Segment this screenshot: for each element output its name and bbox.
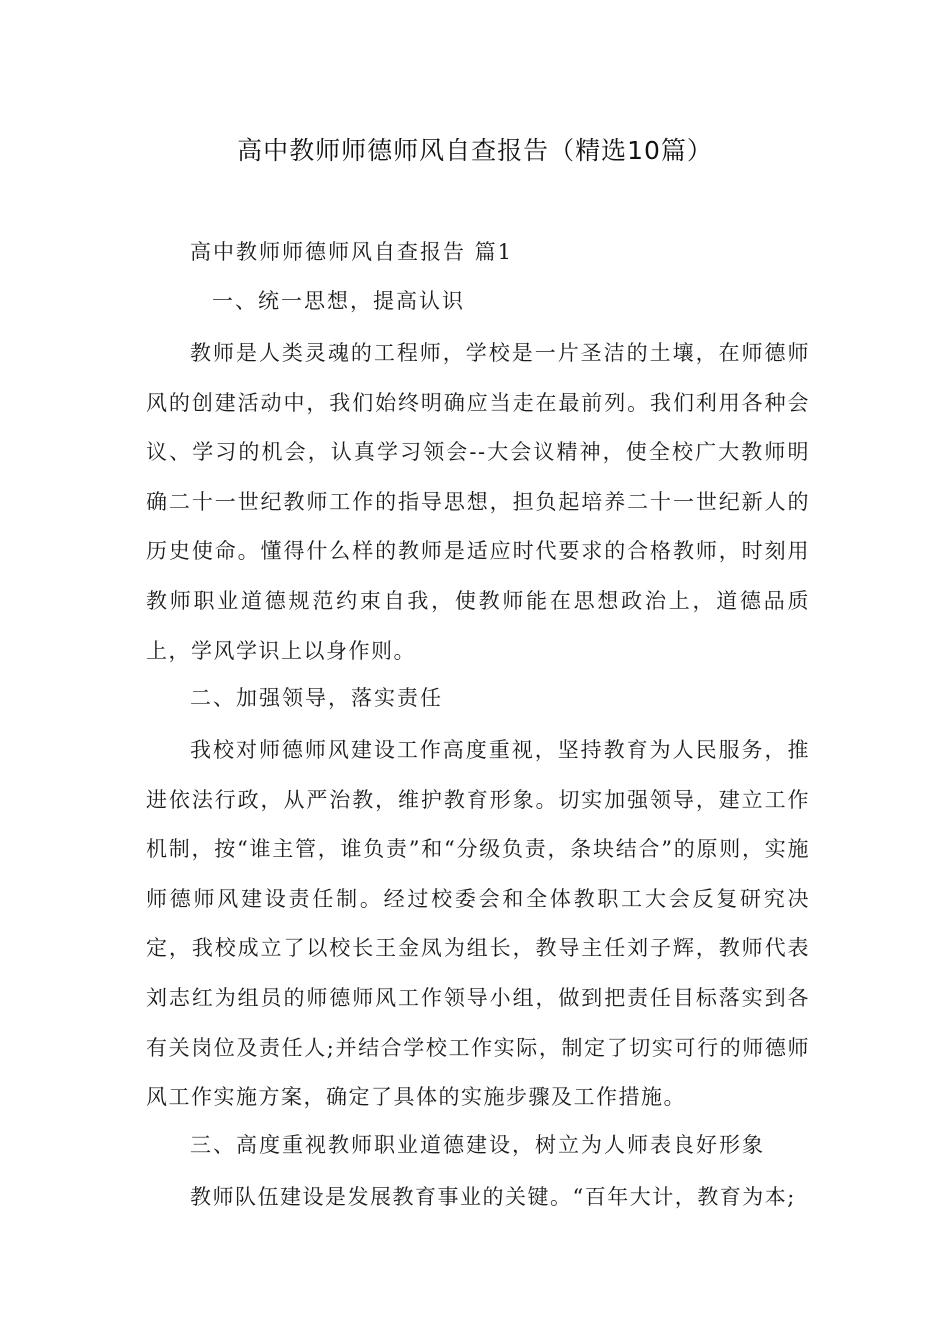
section-paragraph-3: 教师队伍建设是发展教育事业的关键。“百年大计，教育为本;: [190, 1185, 796, 1209]
section-paragraph-1: 教师是人类灵魂的工程师，学校是一片圣洁的土壤，在师德师风的创建活动中，我们始终明确应当走在最前列。我们利用各种会议、学习的机会，认真学习领会--大会议精神，使全校广大教师明确二十一世纪教师工作的指导思想，担负起培养二十一世纪新人的历史使命。懂得什么样的教师是适应时代要求的合格教师，时刻用教师职业道德规范约束自我，使教师能在思想政治上，道德品质上，学风学识上以身作则。: [146, 341, 810, 663]
document-title: 高中教师师德师风自查报告（精选10篇）: [237, 136, 713, 165]
section-paragraph-2: 我校对师德师风建设工作高度重视，坚持教育为人民服务，推进依法行政，从严治教，维护教育形象。切实加强领导，建立工作机制，按“谁主管，谁负责”和“分级负责，条块结合”的原则，实施师德师风建设责任制。经过校委会和全体教职工大会反复研究决定，我校成立了以校长王金凤为组长，教导主任刘子辉，教师代表刘志红为组员的师德师风工作领导小组，做到把责任目标落实到各有关岗位及责任人;并结合学校工作实际，制定了切实可行的师德师风工作实施方案，确定了具体的实施步骤及工作措施。: [146, 738, 810, 1110]
section-heading-3: 三、高度重视教师职业道德建设，树立为人师表良好形象: [190, 1133, 765, 1157]
section-heading-1: 一、统一思想，提高认识: [212, 289, 465, 313]
section-subtitle: 高中教师师德师风自查报告 篇1: [190, 240, 514, 264]
section-heading-2: 二、加强领导，落实责任: [190, 686, 443, 710]
